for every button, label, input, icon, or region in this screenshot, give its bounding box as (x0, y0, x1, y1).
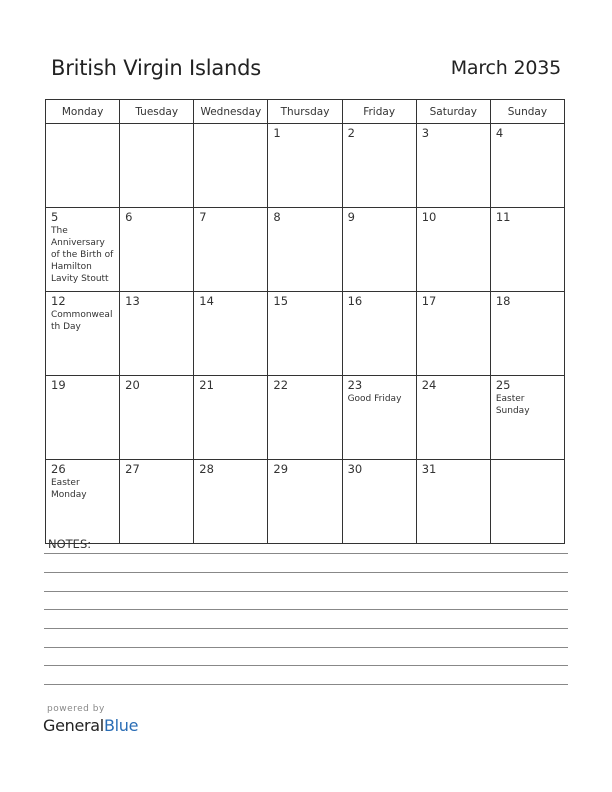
day-number: 7 (199, 210, 207, 224)
calendar-month-title: March 2035 (450, 57, 561, 79)
holiday-label: Easter Sunday (495, 394, 530, 416)
day-cell (194, 292, 268, 376)
day-cell (268, 208, 342, 292)
day-cell (416, 124, 490, 208)
day-cell (194, 376, 268, 460)
day-number: 26 (51, 462, 66, 476)
week-row (46, 292, 565, 376)
day-number: 12 (51, 294, 66, 308)
weekday-header: Sunday (490, 100, 564, 124)
weekday-header: Saturday (416, 100, 490, 124)
powered-by-label: powered by (47, 704, 105, 714)
day-cell (342, 376, 416, 460)
day-number: 4 (495, 126, 504, 140)
day-number: 11 (495, 210, 511, 224)
day-cell (194, 208, 268, 292)
day-number: 19 (51, 378, 66, 392)
weekday-header: Friday (342, 100, 416, 124)
week-row (46, 460, 565, 544)
day-cell (194, 124, 268, 208)
day-cell (46, 124, 120, 208)
week-row (46, 124, 565, 208)
notes-line (44, 572, 568, 573)
day-cell (120, 460, 194, 544)
notes-line (44, 591, 568, 592)
day-cell (120, 292, 194, 376)
week-row (46, 208, 565, 292)
day-number: 5 (51, 210, 59, 224)
notes-label: NOTES: (48, 537, 92, 551)
day-number: 14 (199, 294, 214, 308)
day-cell (342, 208, 416, 292)
notes-line (44, 684, 568, 685)
day-cell (490, 292, 564, 376)
day-number: 21 (199, 378, 214, 392)
day-cell (490, 376, 564, 460)
holiday-label: Commonwealth Day (51, 310, 113, 332)
notes-line (44, 609, 568, 610)
holiday-label: The Anniversary of the Birth of Hamilton Lavity Stoutt (51, 226, 114, 284)
day-number: 30 (347, 462, 363, 476)
day-number: 29 (273, 462, 289, 476)
day-cell (268, 376, 342, 460)
brand-blue-text: Blue (103, 716, 139, 735)
day-cell (268, 292, 342, 376)
day-number: 2 (347, 126, 355, 140)
day-number: 13 (125, 294, 140, 308)
day-cell (416, 292, 490, 376)
weekday-header: Thursday (268, 100, 342, 124)
day-number: 6 (125, 210, 133, 224)
day-number: 20 (125, 378, 140, 392)
day-number: 27 (125, 462, 140, 476)
day-number: 3 (421, 126, 430, 140)
day-number: 18 (495, 294, 511, 308)
notes-line (44, 628, 568, 629)
day-number: 31 (421, 462, 437, 476)
day-cell (490, 124, 564, 208)
weekday-header: Wednesday (194, 100, 268, 124)
day-number: 10 (421, 210, 437, 224)
notes-line (44, 553, 568, 554)
day-number: 22 (273, 378, 289, 392)
weekday-header-row (46, 100, 565, 124)
calendar-country-title: British Virgin Islands (51, 56, 262, 80)
day-number: 15 (273, 294, 289, 308)
day-cell (416, 460, 490, 544)
day-cell (194, 460, 268, 544)
weekday-header: Monday (46, 100, 120, 124)
day-cell (46, 460, 120, 544)
day-cell (120, 124, 194, 208)
day-number: 24 (421, 378, 437, 392)
day-cell (490, 208, 564, 292)
day-cell (268, 460, 342, 544)
notes-line (44, 665, 568, 666)
day-number: 16 (347, 294, 363, 308)
day-cell (342, 292, 416, 376)
day-cell (120, 208, 194, 292)
month-calendar-grid (45, 99, 565, 544)
brand-general-text: General (43, 716, 104, 735)
generalblue-logo (43, 716, 138, 735)
holiday-label: Good Friday (347, 394, 402, 404)
weekday-header: Tuesday (120, 100, 194, 124)
day-cell (416, 376, 490, 460)
notes-line (44, 647, 568, 648)
day-cell (46, 292, 120, 376)
day-number: 17 (421, 294, 437, 308)
day-cell (46, 376, 120, 460)
day-number: 8 (273, 210, 281, 224)
day-cell (490, 460, 564, 544)
holiday-label: Easter Monday (51, 478, 87, 500)
week-row (46, 376, 565, 460)
day-cell (342, 460, 416, 544)
day-number: 25 (495, 378, 511, 392)
day-cell (268, 124, 342, 208)
day-number: 23 (347, 378, 363, 392)
day-cell (46, 208, 120, 292)
day-number: 9 (347, 210, 355, 224)
day-cell (416, 208, 490, 292)
day-number: 1 (273, 126, 281, 140)
day-cell (342, 124, 416, 208)
day-cell (120, 376, 194, 460)
day-number: 28 (199, 462, 214, 476)
